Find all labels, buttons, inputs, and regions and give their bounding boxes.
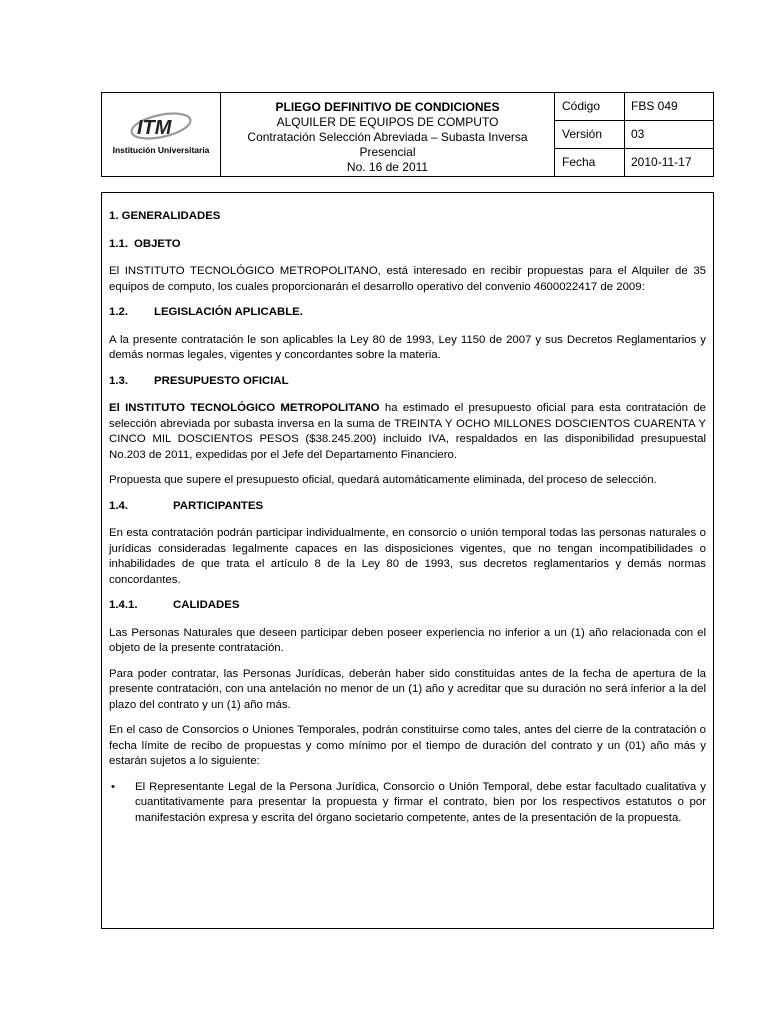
section-title: PRESUPUESTO OFICIAL xyxy=(154,374,289,387)
contract-type: Contratación Selección Abreviada – Subasta Inversa Presencial xyxy=(247,130,528,159)
logo-caption: Institución Universitaria xyxy=(112,145,210,155)
institution-name: El INSTITUTO TECNOLÓGICO METROPOLITANO xyxy=(109,402,380,414)
list-item xyxy=(109,780,706,827)
paragraph-calidades-2: Para poder contratar, las Personas Jurídicas, deberán haber sido constituidas antes de la fecha de apertura de la presente contratación, con una antelación no menor de un (1) año y acreditar que su duración no será inferior a la del plazo del contrato y un (1) año más. xyxy=(109,667,706,711)
document-subtitle: ALQUILER DE EQUIPOS DE COMPUTO xyxy=(276,115,499,129)
paragraph-presupuesto-2: Propuesta que supere el presupuesto oficial, quedará automáticamente eliminada, del proceso de selección. xyxy=(109,474,657,486)
document-header-table xyxy=(101,92,714,177)
section-number: 1.1. xyxy=(109,237,128,250)
section-title: CALIDADES xyxy=(173,599,240,611)
section-number: 1.4.1. xyxy=(109,599,138,611)
itm-logo-icon xyxy=(125,111,195,141)
document-meta xyxy=(555,93,713,176)
paragraph-calidades-1: Las Personas Naturales que deseen participar deben poseer experiencia no inferior a un (1) año relacionada con el objeto de la presente contratación. xyxy=(109,626,706,654)
meta-row-code xyxy=(555,93,713,121)
section-heading-participantes xyxy=(109,499,706,515)
paragraph-presupuesto-text: ha estimado el presupuesto oficial para esta contratación de selección abreviada por subasta inversa en la suma de TREINTA Y OCHO MILLONES DOSCIENTOS CUARENTA Y CINCO MIL DOSCIENTOS PESOS ($38.245.200) incluido IVA, respaldados en las disponibilidad presupuestal No.203 de 2011, expedidas por el Jefe del Departamento Financiero. xyxy=(109,402,706,461)
document-title: PLIEGO DEFINITIVO DE CONDICIONES xyxy=(275,100,500,114)
bullet-icon: • xyxy=(111,780,115,793)
contract-number: No. 16 de 2011 xyxy=(346,160,429,174)
document-title-block xyxy=(221,93,555,176)
section-title: OBJETO xyxy=(134,237,181,250)
meta-label: Versión xyxy=(555,121,625,148)
section-heading-objeto xyxy=(109,237,706,253)
section-number: 1.2. xyxy=(109,306,128,318)
meta-label: Código xyxy=(555,93,625,120)
logo-text: ITM xyxy=(137,117,172,139)
section-heading-presupuesto xyxy=(109,374,706,390)
paragraph-participantes: En esta contratación podrán participar individualmente, en consorcio o unión temporal todas las personas naturales o jurídicas consideradas legalmente capaces en las disposiciones vigentes, que no tengan incompatibilidades o inhabilidades de que trata el artículo 8 de la Ley 80 de 1993, sus decretos reglamentarios y demás normas concordantes. xyxy=(109,527,706,586)
meta-row-version xyxy=(555,121,713,149)
document-body xyxy=(101,192,714,929)
list-item-text: El Representante Legal de la Persona Jurídica, Consorcio o Unión Temporal, debe estar facultado cualitativa y cuantitativamente para presentar la propuesta y firmar el contrato, bien por los respectivos estatutos o por manifestación expresa y escrita del órgano societario competente, antes de la presentación de la propuesta. xyxy=(135,780,706,824)
paragraph-objeto: El INSTITUTO TECNOLÓGICO METROPOLITANO, está interesado en recibir propuestas para el Alquiler de 35 equipos de computo, los cuales proporcionarán el desarrollo operativo del convenio 4600022417 de 2009: xyxy=(109,265,706,293)
section-title: PARTICIPANTES xyxy=(173,499,264,512)
meta-value: FBS 049 xyxy=(631,99,678,113)
section-number: 1.4. xyxy=(109,499,128,512)
section-title: LEGISLACIÓN APLICABLE. xyxy=(154,306,303,318)
section-heading-generalidades: 1. GENERALIDADES xyxy=(109,210,221,222)
meta-label: Fecha xyxy=(555,149,625,176)
paragraph-presupuesto xyxy=(109,401,706,463)
paragraph-calidades-3: En el caso de Consorcios o Uniones Temporales, podrán constituirse como tales, antes del cierre de la contratación o fecha límite de recibo de propuestas y como mínimo por el tiempo de duración del contrato y un (01) año más y estarán sujetos a lo siguiente: xyxy=(109,724,706,767)
logo-cell xyxy=(102,93,221,176)
meta-value: 2010-11-17 xyxy=(631,155,692,169)
meta-value: 03 xyxy=(631,127,645,141)
meta-row-date xyxy=(555,149,713,176)
paragraph-legislacion: A la presente contratación le son aplicables la Ley 80 de 1993, Ley 1150 de 2007 y sus Decretos Reglamentarios y demás normas legales, vigentes y concordantes sobre la materia. xyxy=(109,333,706,361)
section-heading-legislacion xyxy=(109,305,706,321)
section-number: 1.3. xyxy=(109,374,128,387)
section-heading-calidades xyxy=(109,598,706,614)
